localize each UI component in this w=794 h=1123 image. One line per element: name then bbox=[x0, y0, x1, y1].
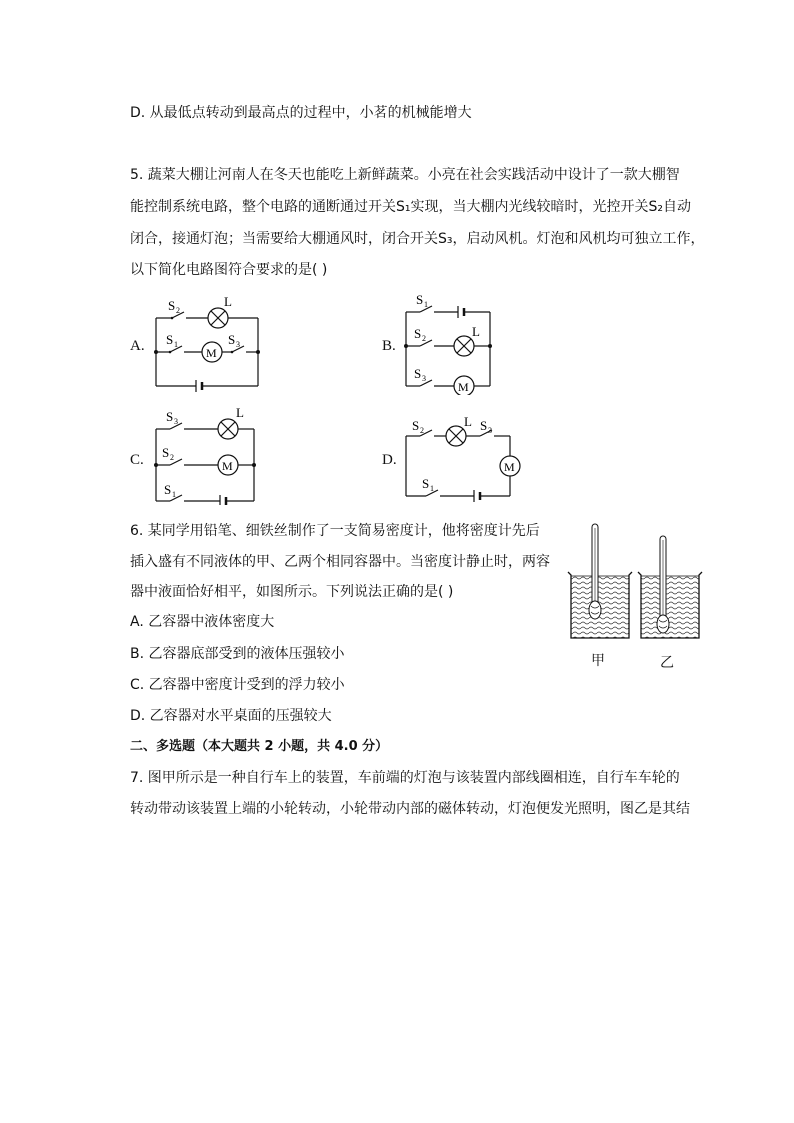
label-m: M bbox=[458, 380, 469, 394]
label-sub: 2 bbox=[422, 334, 426, 343]
label-sub: 3 bbox=[236, 340, 240, 349]
circuit-diagram-a bbox=[150, 290, 270, 395]
label-sub: 1 bbox=[172, 490, 176, 499]
label-sub: 2 bbox=[170, 453, 174, 462]
label-m: M bbox=[222, 459, 233, 473]
q5-option-b-label: B. bbox=[382, 338, 396, 354]
q6-option-a: A. 乙容器中液体密度大 bbox=[130, 614, 275, 630]
beaker-jia bbox=[568, 524, 632, 638]
label-sub: 3 bbox=[488, 426, 492, 435]
label-s: S bbox=[168, 298, 176, 313]
q6-stem-line1: 6. 某同学用铅笔、细铁丝制作了一支简易密度计，他将密度计先后 bbox=[130, 523, 540, 539]
label-sub: 1 bbox=[174, 340, 178, 349]
label-m: M bbox=[206, 346, 217, 360]
section-heading-multiple-choice: 二、多选题（本大题共 2 小题，共 4.0 分） bbox=[130, 739, 389, 754]
q5-option-a-label: A. bbox=[130, 338, 145, 354]
q6-option-d: D. 乙容器对水平桌面的压强较大 bbox=[130, 708, 332, 724]
label-s: S bbox=[416, 292, 424, 307]
label-sub: 2 bbox=[176, 306, 180, 315]
q5-stem-line2: 能控制系统电路，整个电路的通断通过开关S₁实现，当大棚内光线较暗时，光控开关S₂自动 bbox=[130, 199, 691, 215]
beaker-yi bbox=[638, 536, 702, 638]
label-s: S bbox=[228, 332, 236, 347]
q6-stem-line3: 器中液面恰好相平，如图所示。下列说法正确的是( ) bbox=[130, 584, 454, 600]
label-s: S bbox=[164, 482, 172, 497]
q7-stem-line1: 7. 图甲所示是一种自行车上的装置，车前端的灯泡与该装置内部线圈相连，自行车车轮的 bbox=[130, 770, 680, 786]
label-l: L bbox=[236, 405, 244, 420]
label-sub: 3 bbox=[174, 417, 178, 426]
label-s: S bbox=[414, 366, 422, 381]
density-meter-beakers-figure bbox=[565, 520, 710, 645]
label-sub: 2 bbox=[420, 426, 424, 435]
q5-stem-line1: 5. 蔬菜大棚让河南人在冬天也能吃上新鲜蔬菜。小亮在社会实践活动中设计了一款大棚智 bbox=[130, 167, 680, 183]
q5-stem-line3: 闭合，接通灯泡；当需要给大棚通风时，闭合开关S₃，启动风机。灯泡和风机均可独立工作， bbox=[130, 231, 705, 247]
q6-option-c: C. 乙容器中密度计受到的浮力较小 bbox=[130, 677, 345, 693]
label-sub: 1 bbox=[430, 484, 434, 493]
beaker-label-yi: 乙 bbox=[660, 655, 674, 671]
label-s: S bbox=[480, 418, 488, 433]
label-l: L bbox=[224, 294, 232, 309]
label-l: L bbox=[472, 324, 480, 339]
q5-option-d-label: D. bbox=[382, 452, 397, 468]
beaker-label-jia: 甲 bbox=[591, 653, 605, 669]
circuit-diagram-d bbox=[400, 410, 525, 505]
circuit-diagram-b bbox=[400, 290, 500, 395]
q6-option-b: B. 乙容器底部受到的液体压强较小 bbox=[130, 646, 345, 662]
label-s: S bbox=[166, 332, 174, 347]
label-sub: 1 bbox=[424, 300, 428, 309]
label-sub: 3 bbox=[422, 374, 426, 383]
q7-stem-line2: 转动带动该装置上端的小轮转动，小轮带动内部的磁体转动，灯泡便发光照明，图乙是其结 bbox=[130, 801, 690, 817]
q5-stem-line4: 以下简化电路图符合要求的是( ) bbox=[130, 262, 328, 278]
q5-option-c-label: C. bbox=[130, 452, 144, 468]
label-s: S bbox=[414, 326, 422, 341]
circuit-diagram-c bbox=[150, 405, 265, 505]
label-s: S bbox=[166, 409, 174, 424]
label-s: S bbox=[412, 418, 420, 433]
q6-stem-line2: 插入盛有不同液体的甲、乙两个相同容器中。当密度计静止时，两容 bbox=[130, 554, 550, 570]
label-s: S bbox=[422, 476, 430, 491]
label-s: S bbox=[162, 445, 170, 460]
q4-option-d: D. 从最低点转动到最高点的过程中，小茗的机械能增大 bbox=[130, 105, 472, 121]
label-l: L bbox=[464, 414, 472, 429]
label-m: M bbox=[504, 460, 515, 474]
